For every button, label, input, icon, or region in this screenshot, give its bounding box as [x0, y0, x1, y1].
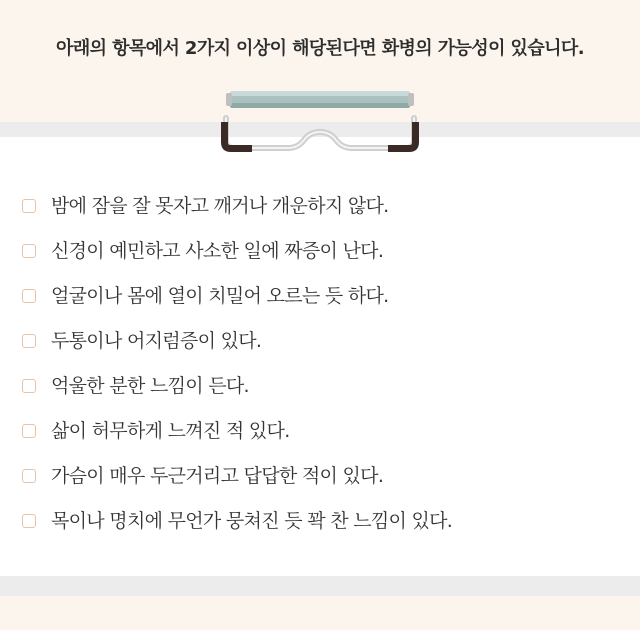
list-item-label: 밤에 잠을 잘 못자고 깨거나 개운하지 않다.	[51, 195, 389, 217]
list-item	[0, 231, 640, 276]
checkbox[interactable]	[22, 289, 36, 303]
checkbox[interactable]	[22, 469, 36, 483]
clipboard-clip-icon	[216, 88, 424, 158]
checkbox[interactable]	[22, 379, 36, 393]
list-item-label: 삶이 허무하게 느껴진 적 있다.	[51, 420, 290, 442]
list-item-label: 신경이 예민하고 사소한 일에 짜증이 난다.	[51, 240, 384, 262]
list-item	[0, 456, 640, 501]
list-item-label: 두통이나 어지럼증이 있다.	[51, 330, 262, 352]
list-item	[0, 411, 640, 456]
list-item	[0, 276, 640, 321]
footer-area	[0, 596, 640, 630]
list-item	[0, 186, 640, 231]
clipboard-bottom-edge	[0, 576, 640, 596]
page-title: 아래의 항목에서 2가지 이상이 해당된다면 화병의 가능성이 있습니다.	[56, 38, 584, 59]
list-item	[0, 366, 640, 411]
list-item-label: 얼굴이나 몸에 열이 치밀어 오르는 듯 하다.	[51, 285, 389, 307]
checkbox[interactable]	[22, 199, 36, 213]
list-item-label: 가슴이 매우 두근거리고 답답한 적이 있다.	[51, 465, 384, 487]
checkbox[interactable]	[22, 424, 36, 438]
checkbox[interactable]	[22, 514, 36, 528]
list-item	[0, 321, 640, 366]
list-item-label: 억울한 분한 느낌이 든다.	[51, 375, 249, 397]
checkbox[interactable]	[22, 334, 36, 348]
checkbox[interactable]	[22, 244, 36, 258]
list-item-label: 목이나 명치에 무언가 뭉쳐진 듯 꽉 찬 느낌이 있다.	[51, 510, 453, 532]
list-item	[0, 501, 640, 546]
checklist	[0, 186, 640, 546]
